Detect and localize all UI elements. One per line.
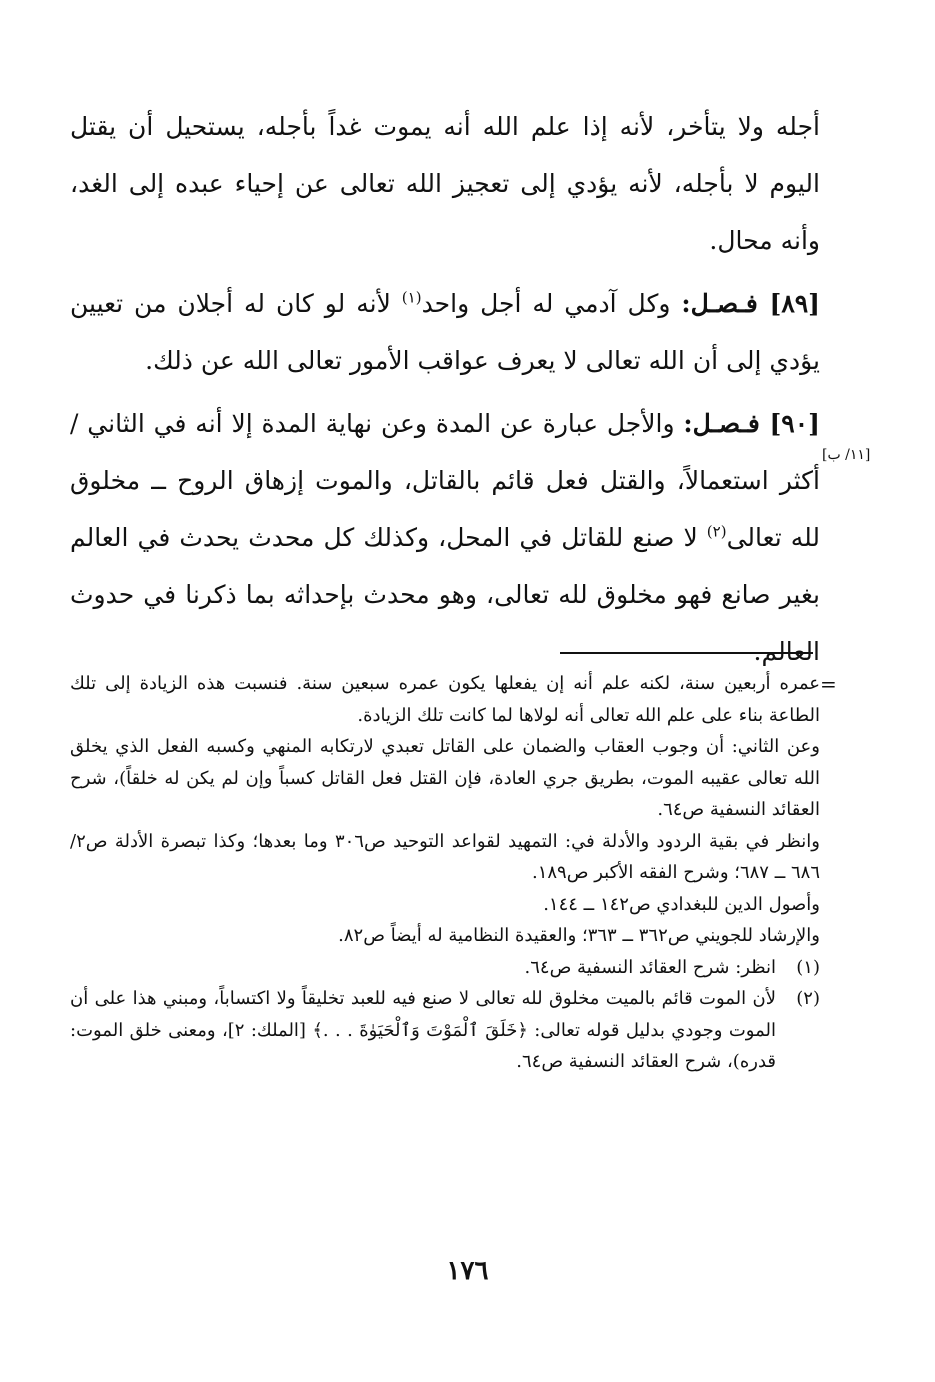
- footnote-2-text: لأن الموت قائم بالميت مخلوق لله تعالى لا صنع فيه للعبد تخليقاً ولا اكتساباً، ومبني هذا على أن الموت وجودي بدليل قوله تعالى: ﴿خَلَقَ ٱلْمَوْتَ وَٱلْحَيَوٰةَ . . .﴾ [الملك: ٢]، ومعنى خلق الموت: قدره)، شرح العقائد النسفية ص٦٤.: [70, 988, 776, 1072]
- footnote-continuation-mark: =: [820, 672, 837, 696]
- footnote-ref-2[interactable]: (٢): [706, 522, 727, 541]
- footnotes: [70, 668, 820, 1078]
- paragraph-90: [70, 395, 820, 680]
- footnote-1-number: (١): [796, 956, 820, 978]
- paragraph-1: أجله ولا يتأخر، لأنه إذا علم الله أنه يموت غداً بأجله، يستحيل أن يقتل اليوم لا بأجله، لأنه يؤدي إلى تعجيز الله تعالى عن إحياء عبده إلى الغد، وأنه محال.: [70, 112, 820, 255]
- paragraph-90-text-b: لا صنع للقاتل في المحل، وكذلك كل محدث يحدث في العالم بغير صانع فهو مخلوق لله تعالى، وهو محدث بإحداثه بما ذكرنا في حدوث العالم.: [70, 523, 820, 666]
- paragraph-89: [70, 275, 820, 389]
- main-text: [70, 98, 820, 686]
- paragraph-90-text-a: والأجل عبارة عن المدة وعن نهاية المدة إلا أنه في الثاني / أكثر استعمالاً، والقتل فعل قائم بالقاتل، والموت إزهاق الروح ــ مخلوق لله تعالى: [70, 409, 821, 552]
- footnote-continuation-2: وعن الثاني: أن وجوب العقاب والضمان على القاتل تعبدي لارتكابه المنهي وكسبه الفعل الذي يخلق الله تعالى عقيبه الموت، بطريق جري العادة، فإن القتل فعل القاتل كسباً وإن لم يكن له خلقاً)، شرح العقائد النسفية ص٦٤.: [70, 736, 820, 820]
- page-number: ١٧٦: [446, 1256, 489, 1286]
- footnote-2: [70, 983, 820, 1078]
- footnote-continuation-5: والإرشاد للجويني ص٣٦٢ ــ ٣٦٣؛ والعقيدة النظامية له أيضاً ص٨٢.: [338, 925, 820, 946]
- footnote-continuation-3: وانظر في بقية الردود والأدلة في: التمهيد لقواعد التوحيد ص٣٠٦ وما بعدها؛ وكذا تبصرة الأدلة ص٢/ ٦٨٦ ــ ٦٨٧؛ وشرح الفقه الأكبر ص١٨٩.: [70, 830, 821, 883]
- paragraph-89-text-b: لأنه لو كان له أجلان من تعيين يؤدي إلى أن الله تعالى لا يعرف عواقب الأمور تعالى الله عن ذلك.: [70, 289, 820, 375]
- footnote-1: [70, 952, 820, 984]
- footnote-2-number: (٢): [796, 988, 820, 1009]
- footnote-separator: [560, 652, 813, 654]
- footnote-ref-1[interactable]: (١): [401, 288, 422, 307]
- section-label-90: [٩٠] فـصـل:: [683, 409, 820, 438]
- paragraph-89-text-a: وكل آدمي له أجل واحد: [421, 289, 671, 318]
- footnote-continuation-1: عمره أربعين سنة، لكنه علم أنه إن يفعلها يكون عمره سبعين سنة. فنسبت هذه الزيادة إلى تلك الطاعة بناء على علم الله تعالى أنه لولاها لما كانت تلك الزيادة.: [70, 673, 820, 726]
- manuscript-folio-marker: [١١/ ب]: [822, 447, 871, 463]
- footnote-1-text: انظر: شرح العقائد النسفية ص٦٤.: [524, 956, 776, 978]
- section-label-89: [٨٩] فـصـل:: [681, 289, 821, 318]
- footnote-continuation-4: وأصول الدين للبغدادي ص١٤٢ ــ ١٤٤.: [543, 893, 820, 915]
